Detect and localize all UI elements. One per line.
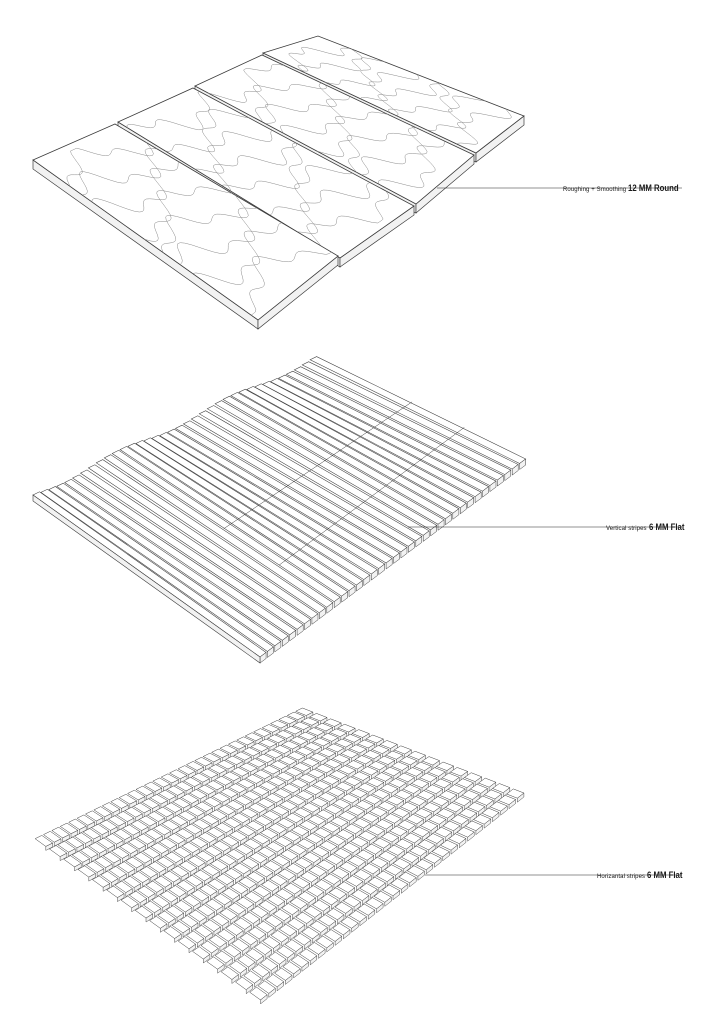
round-panel-spec: 12 MM Round [628, 183, 679, 194]
round-panel-name: Roughing + Smoothing [563, 187, 627, 193]
horizontal-stripes-panel-group [35, 708, 524, 1004]
horizontal-panel-spec: 6 MM Flat [647, 870, 683, 881]
vertical-panel-spec: 6 MM Flat [648, 522, 685, 533]
vertical-stripes-panel-group [33, 357, 526, 663]
horizontal-panel-label [597, 866, 690, 882]
horizontal-panel-name: Horizantal stripes [597, 874, 646, 880]
vertical-panel-name: Vertical stripes [606, 526, 647, 532]
vertical-panel-label [606, 518, 692, 534]
round-panel-label [563, 179, 690, 195]
round-panel-group [33, 36, 524, 329]
